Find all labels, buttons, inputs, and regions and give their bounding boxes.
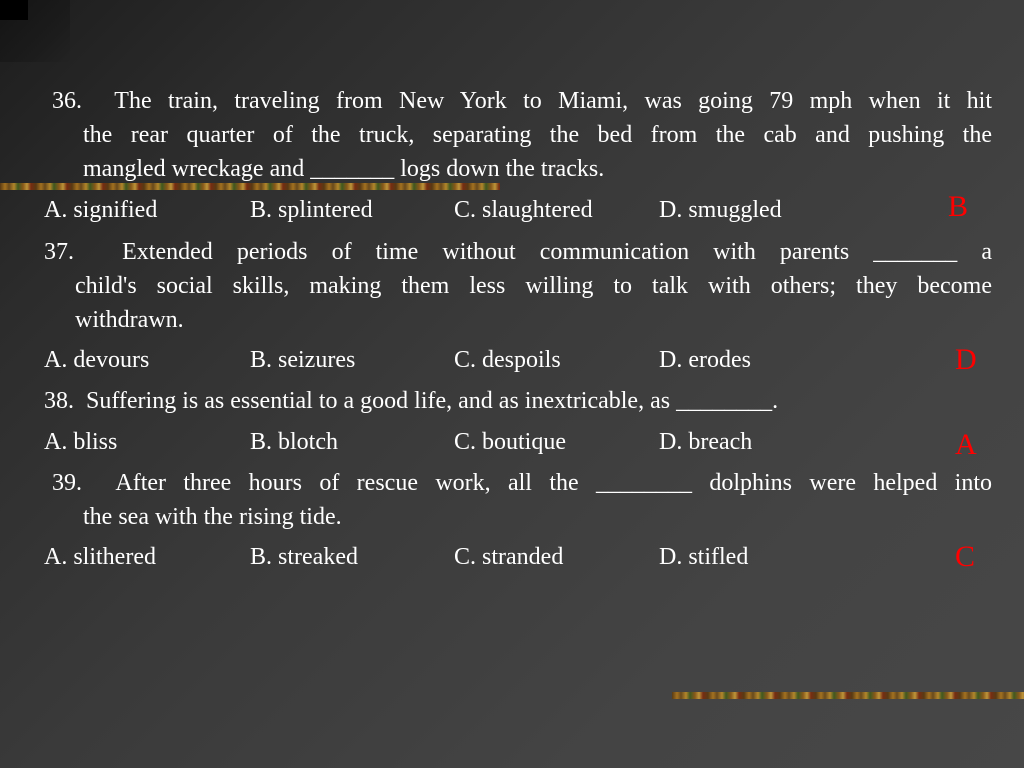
question-36 bbox=[52, 84, 992, 186]
question-37-line-1: 37. Extended periods of time without communication with parents _______ a bbox=[44, 239, 992, 265]
option-c: C. stranded bbox=[454, 544, 564, 570]
answer-37: D bbox=[955, 343, 977, 376]
option-a: A. bliss bbox=[44, 429, 118, 455]
question-37-line-3: withdrawn. bbox=[75, 307, 184, 333]
question-38: 38. Suffering is as essential to a good life, and as inextricable, as ________. bbox=[44, 388, 779, 414]
question-39-line-2: the sea with the rising tide. bbox=[83, 504, 342, 530]
option-a: A. devours bbox=[44, 347, 150, 373]
question-36-line-1: 36. The train, traveling from New York to Miami, was going 79 mph when it hit bbox=[52, 88, 992, 114]
decorative-strip-bottom bbox=[672, 692, 1024, 699]
options-37 bbox=[44, 343, 844, 377]
options-39 bbox=[44, 540, 844, 574]
question-36-line-2: the rear quarter of the truck, separating the bed from the cab and pushing the bbox=[83, 122, 992, 148]
question-37-line-2: child's social skills, making them less willing to talk with others; they become bbox=[75, 273, 992, 299]
option-b: B. seizures bbox=[250, 347, 356, 373]
option-d: D. erodes bbox=[659, 347, 751, 373]
options-36 bbox=[44, 193, 844, 227]
option-b: B. splintered bbox=[250, 197, 373, 223]
question-39 bbox=[52, 466, 992, 534]
question-39-line-1: 39. After three hours of rescue work, all the ________ dolphins were helped into bbox=[52, 470, 992, 496]
answer-38: A bbox=[955, 428, 977, 461]
option-c: C. slaughtered bbox=[454, 197, 593, 223]
answer-39: C bbox=[955, 540, 976, 573]
option-a: A. slithered bbox=[44, 544, 156, 570]
question-36-line-3: mangled wreckage and _______ logs down the tracks. bbox=[83, 156, 605, 182]
option-c: C. boutique bbox=[454, 429, 566, 455]
option-c: C. despoils bbox=[454, 347, 561, 373]
question-37 bbox=[44, 235, 992, 337]
option-d: D. stifled bbox=[659, 544, 749, 570]
option-b: B. streaked bbox=[250, 544, 358, 570]
options-38 bbox=[44, 425, 844, 459]
option-d: D. breach bbox=[659, 429, 753, 455]
option-a: A. signified bbox=[44, 197, 158, 223]
option-b: B. blotch bbox=[250, 429, 338, 455]
option-d: D. smuggled bbox=[659, 197, 782, 223]
answer-36: B bbox=[948, 190, 969, 223]
corner-mark bbox=[0, 0, 28, 20]
